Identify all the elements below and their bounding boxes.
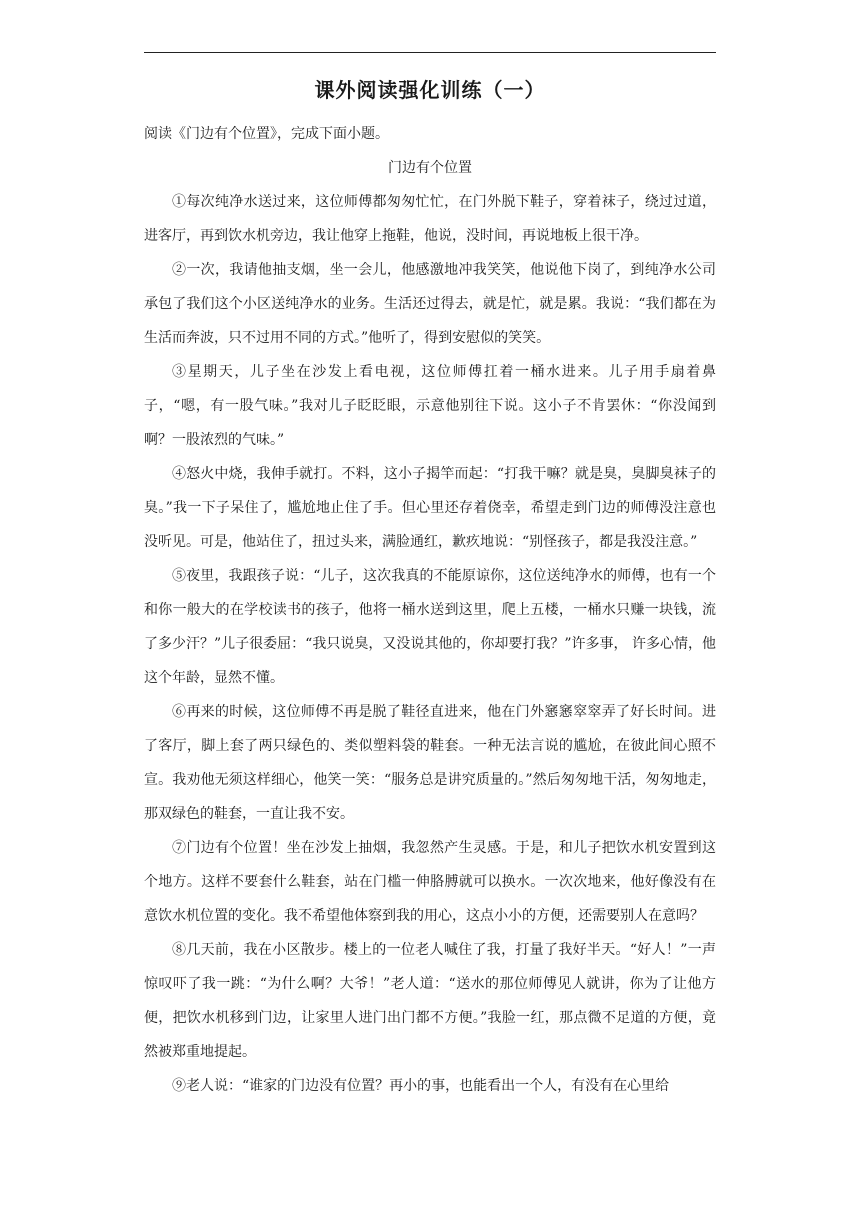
reading-instruction: 阅读《门边有个位置》，完成下面小题。	[144, 126, 389, 142]
paragraph-5: ⑤夜里，我跟孩子说：“儿子，这次我真的不能原谅你，这位送纯净水的师傅，也有一个和你一般大的在学校读书的孩子，他将一桶水送到这里，爬上五楼，一桶水只赚一块钱，流了多少汗？”儿子很委屈：“我只说臭，又没说其他的，你却要打我？”许多事， 许多心情，他这个年龄，显然不懂。	[144, 568, 716, 686]
paragraph-9: ⑨老人说：“谁家的门边没有位置？再小的事，也能看出一个人，有没有在心里给	[172, 1078, 670, 1094]
paragraph-1: ①每次纯净水送过来，这位师傅都匆匆忙忙，在门外脱下鞋子，穿着袜子，绕过过道，进客厅，再到饮水机旁边，我让他穿上拖鞋，他说，没时间，再说地板上很干净。	[144, 194, 716, 244]
header-rule	[144, 52, 716, 53]
paragraph-8: ⑧几天前，我在小区散步。楼上的一位老人喊住了我，打量了我好半天。“好人！”一声惊叹吓了我一跳：“为什么啊？大爷！”老人道：“送水的那位师傅见人就讲，你为了让他方便，把饮水机移到门边，让家里人进门出门都不方便。”我脸一红，那点微不足道的方便，竟然被郑重地提起。	[144, 942, 716, 1060]
paragraph-4: ④怒火中烧，我伸手就打。不料，这小子揭竿而起：“打我干嘛？就是臭，臭脚臭袜子的臭。”我一下子呆住了，尴尬地止住了手。但心里还存着侥幸，希望走到门边的师傅没注意也没听见。可是，他站住了，扭过头来，满脸通红，歉疚地说：“别怪孩子，都是我没注意。”	[144, 466, 716, 550]
paragraph-7: ⑦门边有个位置！坐在沙发上抽烟，我忽然产生灵感。于是，和儿子把饮水机安置到这个地方。这样不要套什么鞋套，站在门槛一伸胳膊就可以换水。一次次地来，他好像没有在意饮水机位置的变化。我不希望他体察到我的用心，这点小小的方便，还需要别人在意吗？	[144, 840, 716, 924]
paragraph-6: ⑥再来的时候，这位师傅不再是脱了鞋径直进来，他在门外窸窸窣窣弄了好长时间。进了客厅，脚上套了两只绿色的、类似塑料袋的鞋套。一种无法言说的尴尬，在彼此间心照不宣。我劝他无须这样细心，他笑一笑：“服务总是讲究质量的。”然后匆匆地干活，匆匆地走，那双绿色的鞋套，一直让我不安。	[144, 704, 716, 822]
document-body	[144, 117, 716, 1103]
paragraph-3: ③星期天，儿子坐在沙发上看电视，这位师傅扛着一桶水进来。儿子用手扇着鼻子，“嗯，有一股气味。”我对儿子眨眨眼，示意他别往下说。这小子不肯罢休：“你没闻到啊？一股浓烈的气味。”	[144, 364, 716, 448]
story-title: 门边有个位置	[388, 160, 472, 176]
paragraph-2: ②一次，我请他抽支烟，坐一会儿，他感激地冲我笑笑，他说他下岗了，到纯净水公司承包了我们这个小区送纯净水的业务。生活还过得去，就是忙，就是累。我说：“我们都在为生活而奔波，只不过用不同的方式。”他听了，得到安慰似的笑笑。	[144, 262, 716, 346]
page-title: 课外阅读强化训练（一）	[314, 78, 546, 102]
